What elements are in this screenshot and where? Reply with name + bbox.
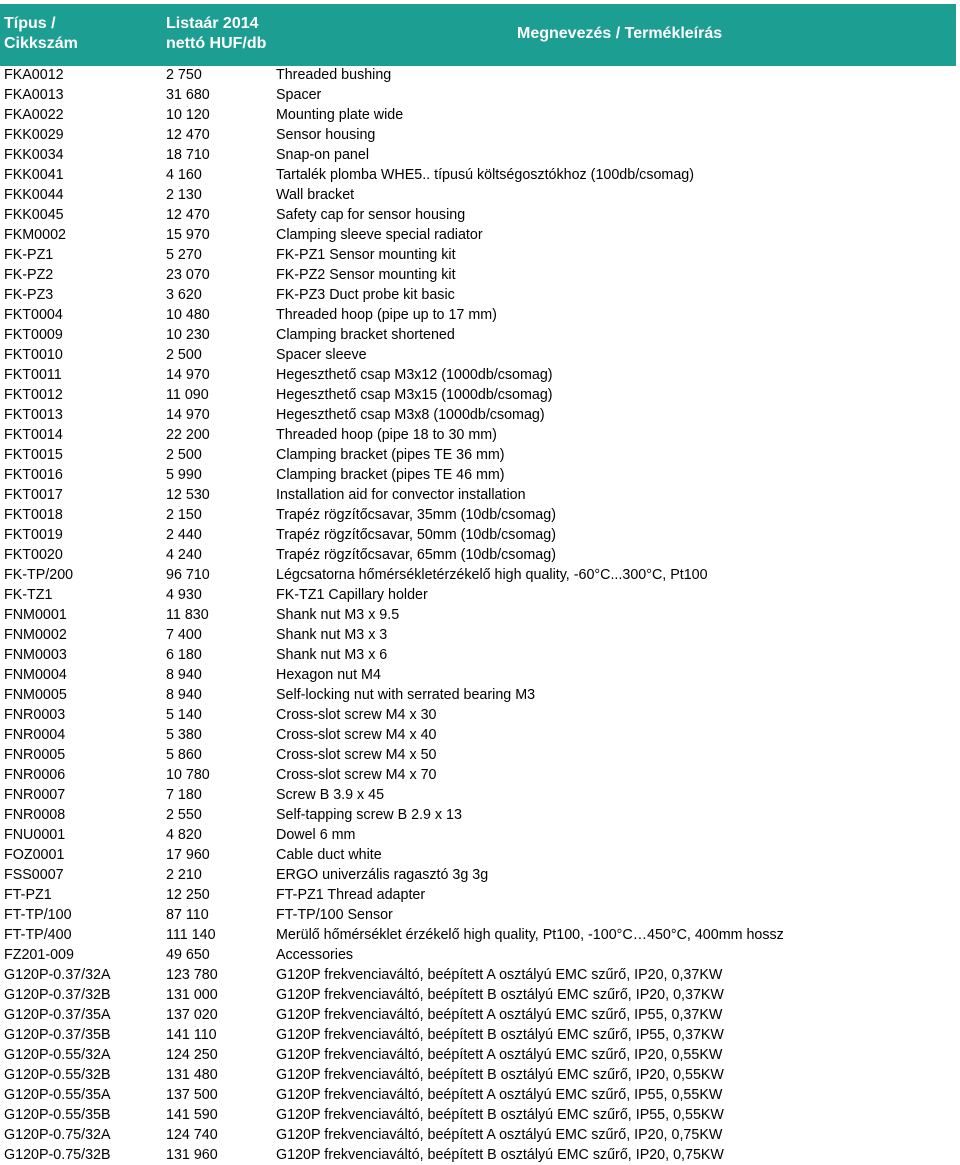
product-description: Screw B 3.9 x 45 (276, 787, 385, 803)
product-code: FKT0017 (4, 487, 63, 503)
product-code: G120P-0.37/35A (4, 1007, 111, 1023)
list-price: 18 710 (166, 147, 210, 163)
list-price: 11 090 (166, 387, 209, 403)
product-code: FKT0015 (4, 447, 63, 463)
product-code: FZ201-009 (4, 947, 74, 963)
product-code: FNM0003 (4, 647, 67, 663)
product-code: FKT0018 (4, 507, 63, 523)
product-code: FKK0029 (4, 127, 64, 143)
list-price: 96 710 (166, 567, 210, 583)
product-description: FK-TZ1 Capillary holder (276, 587, 428, 603)
list-price: 4 240 (166, 547, 202, 563)
product-description: Shank nut M3 x 9.5 (276, 607, 400, 623)
list-price: 131 000 (166, 987, 218, 1003)
product-description: Légcsatorna hőmérsékletérzékelő high quality, -60°C...300°C, Pt100 (276, 567, 708, 583)
product-description: Tartalék plomba WHE5.. típusú költségosztókhoz (100db/csomag) (276, 167, 694, 183)
product-code: G120P-0.75/32A (4, 1127, 111, 1143)
list-price: 10 480 (166, 307, 210, 323)
product-description: Mounting plate wide (276, 107, 404, 123)
list-price: 14 970 (166, 367, 210, 383)
product-description: Snap-on panel (276, 147, 370, 163)
product-description: FT-TP/100 Sensor (276, 907, 393, 923)
list-price: 7 180 (166, 787, 202, 803)
list-price: 141 110 (166, 1027, 217, 1043)
table-row (0, 145, 960, 165)
product-description: Clamping bracket shortened (276, 327, 455, 343)
product-code: FNU0001 (4, 827, 66, 843)
product-description: G120P frekvenciaváltó, beépített B osztályú EMC szűrő, IP20, 0,75KW (276, 1147, 724, 1163)
list-price: 111 140 (166, 927, 216, 943)
list-price: 6 180 (166, 647, 202, 663)
table-row (0, 805, 960, 825)
product-code: G120P-0.55/35A (4, 1087, 111, 1103)
table-row (0, 705, 960, 725)
list-price: 124 250 (166, 1047, 218, 1063)
table-row (0, 365, 960, 385)
table-row (0, 725, 960, 745)
table-row (0, 1105, 960, 1125)
product-description: G120P frekvenciaváltó, beépített A osztályú EMC szűrő, IP20, 0,55KW (276, 1047, 723, 1063)
header-list-price (166, 14, 266, 54)
product-description: Accessories (276, 947, 354, 963)
product-code: FT-TP/100 (4, 907, 72, 923)
list-price: 15 970 (166, 227, 210, 243)
product-code: FNM0004 (4, 667, 67, 683)
list-price: 2 500 (166, 447, 202, 463)
table-row (0, 625, 960, 645)
product-code: FKK0044 (4, 187, 64, 203)
product-description: Cross-slot screw M4 x 30 (276, 707, 437, 723)
list-price: 22 200 (166, 427, 210, 443)
product-code: FK-TP/200 (4, 567, 74, 583)
list-price: 10 780 (166, 767, 210, 783)
product-code: FKT0004 (4, 307, 63, 323)
header-description-label: Megnevezés / Termékleírás (517, 25, 723, 42)
product-code: FKA0022 (4, 107, 64, 123)
list-price: 14 970 (166, 407, 210, 423)
product-code: FK-PZ3 (4, 287, 54, 303)
table-row (0, 445, 960, 465)
product-code: FKT0020 (4, 547, 63, 563)
product-description: G120P frekvenciaváltó, beépített B osztályú EMC szűrő, IP55, 0,55KW (276, 1107, 724, 1123)
product-code: G120P-0.55/35B (4, 1107, 111, 1123)
table-row (0, 965, 960, 985)
list-price: 7 400 (166, 627, 202, 643)
list-price: 23 070 (166, 267, 210, 283)
product-description: Trapéz rögzítőcsavar, 65mm (10db/csomag) (276, 547, 556, 563)
product-code: FKT0013 (4, 407, 63, 423)
list-price: 137 500 (166, 1087, 218, 1103)
product-description: G120P frekvenciaváltó, beépített A osztályú EMC szűrő, IP20, 0,37KW (276, 967, 723, 983)
product-description: Safety cap for sensor housing (276, 207, 466, 223)
product-code: FKT0012 (4, 387, 63, 403)
table-row (0, 185, 960, 205)
product-code: FKA0012 (4, 67, 64, 83)
list-price: 5 140 (166, 707, 202, 723)
table-row (0, 1125, 960, 1145)
table-row (0, 765, 960, 785)
list-price: 5 270 (166, 247, 202, 263)
list-price: 2 750 (166, 67, 202, 83)
product-description: Trapéz rögzítőcsavar, 50mm (10db/csomag) (276, 527, 556, 543)
product-code: FNR0006 (4, 767, 66, 783)
product-code: G120P-0.37/32A (4, 967, 111, 983)
list-price: 5 860 (166, 747, 202, 763)
product-code: FNR0004 (4, 727, 66, 743)
table-row (0, 65, 960, 85)
list-price: 5 990 (166, 467, 202, 483)
list-price: 10 120 (166, 107, 210, 123)
list-price: 12 530 (166, 487, 210, 503)
product-description: Self-locking nut with serrated bearing M3 (276, 687, 536, 703)
product-description: G120P frekvenciaváltó, beépített A osztályú EMC szűrő, IP55, 0,37KW (276, 1007, 723, 1023)
product-description: Cross-slot screw M4 x 40 (276, 727, 437, 743)
product-code: FNM0005 (4, 687, 67, 703)
product-code: FKK0045 (4, 207, 64, 223)
product-description: Clamping sleeve special radiator (276, 227, 483, 243)
table-row (0, 1145, 960, 1165)
list-price: 4 930 (166, 587, 202, 603)
list-price: 12 470 (166, 207, 210, 223)
list-price: 131 480 (166, 1067, 218, 1083)
product-code: FKM0002 (4, 227, 66, 243)
list-price: 2 150 (166, 507, 202, 523)
header-net-price-unit: nettó HUF/db (166, 35, 267, 52)
product-code: G120P-0.37/32B (4, 987, 111, 1003)
table-row (0, 525, 960, 545)
product-description: G120P frekvenciaváltó, beépített A osztályú EMC szűrő, IP55, 0,55KW (276, 1087, 723, 1103)
table-row (0, 685, 960, 705)
list-price: 4 820 (166, 827, 202, 843)
list-price: 131 960 (166, 1147, 218, 1163)
product-code: FNR0003 (4, 707, 66, 723)
product-description: Wall bracket (276, 187, 355, 203)
product-description: Merülő hőmérséklet érzékelő high quality, Pt100, -100°C…450°C, 400mm hossz (276, 927, 784, 943)
list-price: 8 940 (166, 687, 202, 703)
product-description: Dowel 6 mm (276, 827, 356, 843)
product-description: FK-PZ2 Sensor mounting kit (276, 267, 456, 283)
product-description: G120P frekvenciaváltó, beépített B osztályú EMC szűrő, IP20, 0,37KW (276, 987, 724, 1003)
product-description: Hegeszthető csap M3x15 (1000db/csomag) (276, 387, 553, 403)
list-price: 123 780 (166, 967, 218, 983)
list-price: 2 550 (166, 807, 202, 823)
list-price: 11 830 (166, 607, 209, 623)
product-code: FK-TZ1 (4, 587, 53, 603)
product-code: FNM0001 (4, 607, 67, 623)
product-code: FKA0013 (4, 87, 64, 103)
price-list-table (0, 65, 960, 1165)
table-row (0, 1005, 960, 1025)
product-description: Spacer sleeve (276, 347, 367, 363)
product-description: Cross-slot screw M4 x 70 (276, 767, 437, 783)
list-price: 141 590 (166, 1107, 218, 1123)
list-price: 2 130 (166, 187, 202, 203)
table-row (0, 265, 960, 285)
product-code: FNR0007 (4, 787, 66, 803)
product-description: Hegeszthető csap M3x12 (1000db/csomag) (276, 367, 553, 383)
product-description: Shank nut M3 x 3 (276, 627, 388, 643)
table-row (0, 85, 960, 105)
table-row (0, 205, 960, 225)
list-price: 4 160 (166, 167, 202, 183)
table-header (0, 4, 956, 66)
table-row (0, 125, 960, 145)
product-description: Clamping bracket (pipes TE 36 mm) (276, 447, 505, 463)
table-row (0, 505, 960, 525)
table-row (0, 345, 960, 365)
table-row (0, 985, 960, 1005)
list-price: 87 110 (166, 907, 209, 923)
table-row (0, 545, 960, 565)
product-code: FNM0002 (4, 627, 67, 643)
product-code: FKK0041 (4, 167, 64, 183)
table-row (0, 825, 960, 845)
product-code: FNR0008 (4, 807, 66, 823)
product-code: FK-PZ1 (4, 247, 54, 263)
product-description: Hexagon nut M4 (276, 667, 381, 683)
product-description: FK-PZ3 Duct probe kit basic (276, 287, 455, 303)
table-row (0, 405, 960, 425)
product-description: Sensor housing (276, 127, 376, 143)
product-description: Shank nut M3 x 6 (276, 647, 388, 663)
product-description: Spacer (276, 87, 322, 103)
header-type-code (4, 14, 78, 54)
product-description: Hegeszthető csap M3x8 (1000db/csomag) (276, 407, 545, 423)
list-price: 2 210 (166, 867, 202, 883)
product-description: Cross-slot screw M4 x 50 (276, 747, 437, 763)
table-row (0, 325, 960, 345)
table-row (0, 225, 960, 245)
list-price: 10 230 (166, 327, 210, 343)
list-price: 8 940 (166, 667, 202, 683)
header-description (517, 24, 722, 44)
list-price: 31 680 (166, 87, 210, 103)
table-row (0, 485, 960, 505)
product-description: ERGO univerzális ragasztó 3g 3g (276, 867, 489, 883)
product-description: G120P frekvenciaváltó, beépített B osztályú EMC szűrő, IP55, 0,37KW (276, 1027, 724, 1043)
table-row (0, 165, 960, 185)
table-row (0, 645, 960, 665)
table-row (0, 785, 960, 805)
product-description: Threaded hoop (pipe up to 17 mm) (276, 307, 497, 323)
table-row (0, 245, 960, 265)
product-code: FSS0007 (4, 867, 64, 883)
product-code: FKT0010 (4, 347, 63, 363)
table-row (0, 745, 960, 765)
product-code: FT-PZ1 (4, 887, 52, 903)
header-list-price-year: Listaár 2014 (166, 15, 259, 32)
product-description: G120P frekvenciaváltó, beépített A osztályú EMC szűrő, IP20, 0,75KW (276, 1127, 723, 1143)
product-code: FKT0011 (4, 367, 62, 383)
product-description: Clamping bracket (pipes TE 46 mm) (276, 467, 505, 483)
table-row (0, 605, 960, 625)
header-code-label: Cikkszám (4, 35, 78, 52)
list-price: 49 650 (166, 947, 210, 963)
product-code: FOZ0001 (4, 847, 65, 863)
product-description: FT-PZ1 Thread adapter (276, 887, 426, 903)
table-row (0, 285, 960, 305)
table-row (0, 1025, 960, 1045)
table-row (0, 1065, 960, 1085)
product-code: G120P-0.37/35B (4, 1027, 111, 1043)
product-description: Threaded bushing (276, 67, 392, 83)
list-price: 137 020 (166, 1007, 218, 1023)
header-type-label: Típus / (4, 15, 56, 32)
product-code: FKT0019 (4, 527, 63, 543)
table-row (0, 845, 960, 865)
product-description: FK-PZ1 Sensor mounting kit (276, 247, 456, 263)
list-price: 5 380 (166, 727, 202, 743)
table-row (0, 905, 960, 925)
table-row (0, 385, 960, 405)
list-price: 3 620 (166, 287, 202, 303)
table-row (0, 565, 960, 585)
product-code: FK-PZ2 (4, 267, 54, 283)
table-row (0, 925, 960, 945)
table-row (0, 105, 960, 125)
table-row (0, 465, 960, 485)
list-price: 12 470 (166, 127, 210, 143)
product-description: Cable duct white (276, 847, 382, 863)
product-code: FT-TP/400 (4, 927, 72, 943)
product-code: FNR0005 (4, 747, 66, 763)
table-row (0, 1045, 960, 1065)
list-price: 17 960 (166, 847, 210, 863)
table-row (0, 305, 960, 325)
table-row (0, 425, 960, 445)
table-row (0, 945, 960, 965)
product-code: FKT0009 (4, 327, 63, 343)
list-price: 2 440 (166, 527, 202, 543)
product-code: G120P-0.55/32B (4, 1067, 111, 1083)
product-code: G120P-0.55/32A (4, 1047, 111, 1063)
product-code: FKK0034 (4, 147, 64, 163)
product-code: FKT0014 (4, 427, 63, 443)
table-row (0, 585, 960, 605)
table-row (0, 865, 960, 885)
product-description: Self-tapping screw B 2.9 x 13 (276, 807, 462, 823)
list-price: 124 740 (166, 1127, 218, 1143)
product-description: G120P frekvenciaváltó, beépített B osztályú EMC szűrő, IP20, 0,55KW (276, 1067, 724, 1083)
list-price: 2 500 (166, 347, 202, 363)
product-description: Trapéz rögzítőcsavar, 35mm (10db/csomag) (276, 507, 556, 523)
list-price: 12 250 (166, 887, 210, 903)
table-row (0, 885, 960, 905)
table-row (0, 665, 960, 685)
product-code: G120P-0.75/32B (4, 1147, 111, 1163)
table-row (0, 1085, 960, 1105)
product-description: Installation aid for convector installation (276, 487, 526, 503)
product-code: FKT0016 (4, 467, 63, 483)
product-description: Threaded hoop (pipe 18 to 30 mm) (276, 427, 497, 443)
